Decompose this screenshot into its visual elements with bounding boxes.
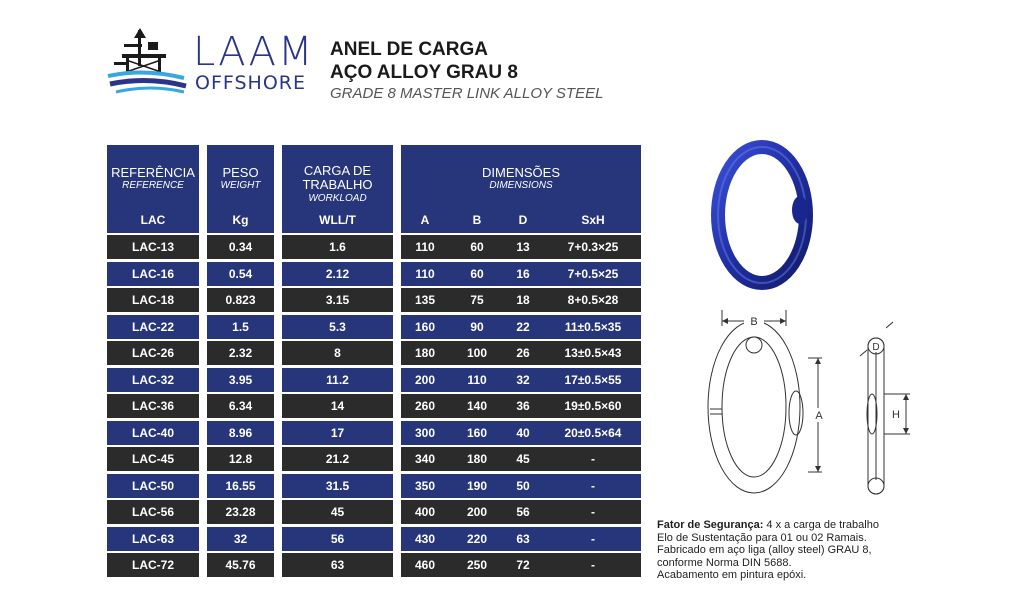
cell-wll: 45: [330, 505, 345, 519]
table-row: [401, 500, 641, 524]
cell-ref: LAC-32: [131, 372, 174, 387]
table-row: [401, 288, 641, 312]
header-reference: [107, 145, 199, 233]
cell-wll: 17: [330, 425, 345, 440]
table-row: [282, 474, 393, 498]
cell-sxh: 7+0.5×25: [567, 266, 619, 281]
cell-d: 40: [516, 425, 530, 440]
cell-d: 16: [516, 266, 530, 281]
table-row: [107, 500, 199, 524]
table-row: [401, 421, 641, 445]
table-row: [107, 341, 199, 365]
cell-wll: 56: [330, 531, 345, 546]
cell-b: 160: [466, 425, 488, 440]
notes-safety-line: [657, 519, 879, 532]
table-row: [207, 474, 274, 498]
cell-d: 50: [516, 478, 530, 493]
cell-wll: 11.2: [326, 372, 349, 387]
table-row: [107, 394, 199, 418]
cell-a: 300: [414, 425, 436, 440]
table-row: [207, 447, 274, 471]
cell-a: 460: [414, 558, 436, 572]
cell-peso: 32: [233, 531, 248, 546]
cell-peso: 8.96: [228, 425, 253, 440]
cell-peso: 1.5: [232, 319, 249, 334]
table-row: [107, 368, 199, 392]
cell-ref: LAC-18: [131, 293, 174, 307]
cell-sxh: -: [591, 505, 595, 519]
title-block: [330, 38, 603, 104]
diagram-label-a: A: [815, 410, 823, 422]
product-notes: [657, 519, 879, 582]
cell-a: 260: [414, 399, 436, 413]
table-row: [282, 341, 393, 365]
cell-d: 32: [516, 372, 530, 387]
table-row: [207, 368, 274, 392]
table-row: [207, 341, 274, 365]
table-row: [401, 315, 641, 339]
header-dimensions-label: DIMENSÕES: [481, 165, 560, 180]
cell-wll: 1.6: [329, 240, 346, 254]
header-weight-unit: Kg: [232, 213, 249, 227]
table-row: [207, 421, 274, 445]
cell-peso: 12.8: [228, 452, 253, 466]
table-row: [207, 315, 274, 339]
table-row: [107, 288, 199, 312]
page-title-line2: AÇO ALLOY GRAU 8: [330, 62, 518, 83]
notes-safety-label: Fator de Segurança:: [657, 519, 764, 531]
header-dim-a: A: [420, 213, 430, 227]
cell-b: 220: [466, 531, 488, 546]
notes-line-5: Acabamento em pintura epóxi.: [657, 569, 807, 581]
table-row: [401, 394, 641, 418]
table-row: [207, 262, 274, 286]
notes-line-4: conforme Norma DIN 5688.: [657, 556, 792, 569]
header-dim-b: B: [472, 213, 482, 227]
cell-d: 63: [516, 531, 530, 546]
cell-ref: LAC-26: [131, 346, 174, 360]
table-row: [207, 553, 274, 577]
notes-safety-value: 4 x a carga de trabalho: [763, 519, 879, 531]
cell-sxh: 11±0.5×35: [564, 319, 622, 334]
header-weight-sub: WEIGHT: [220, 180, 261, 191]
table-row: [401, 341, 641, 365]
table-row: [282, 262, 393, 286]
cell-a: 110: [415, 240, 435, 254]
header-dimensions: [401, 145, 641, 233]
brand-name: LAAM: [193, 29, 315, 75]
cell-b: 60: [470, 266, 484, 281]
cell-peso: 0.54: [228, 266, 253, 281]
cell-a: 160: [414, 319, 436, 334]
cell-a: 400: [414, 505, 436, 519]
cell-peso: 16.55: [225, 478, 256, 493]
cell-b: 250: [466, 558, 488, 572]
cell-b: 90: [470, 319, 484, 334]
header-reference-unit: LAC: [140, 213, 166, 227]
cell-ref: LAC-22: [131, 319, 174, 334]
cell-sxh: 8+0.5×28: [567, 293, 619, 307]
cell-d: 45: [516, 452, 530, 466]
table-row: [282, 553, 393, 577]
cell-a: 180: [414, 346, 436, 360]
cell-b: 100: [466, 346, 488, 360]
header-weight: [207, 145, 274, 233]
table-row: [207, 527, 274, 551]
cell-ref: LAC-50: [131, 478, 174, 493]
header-reference-sub: REFERENCE: [122, 180, 184, 191]
cell-d: 22: [516, 319, 530, 334]
table-row: [107, 553, 199, 577]
cell-wll: 2.12: [325, 266, 350, 281]
table-row: [282, 235, 393, 259]
header-reference-label: REFERÊNCIA: [111, 165, 195, 180]
notes-line-2: Elo de Sustentação para 01 ou 02 Ramais.: [657, 531, 867, 544]
table-row: [107, 447, 199, 471]
header-workload-label2: TRABALHO: [302, 177, 373, 192]
cell-b: 190: [466, 478, 488, 493]
header-workload-sub: WORKLOAD: [308, 193, 367, 204]
cell-sxh: 20±0.5×64: [564, 425, 622, 440]
cell-wll: 3.15: [325, 293, 350, 307]
cell-ref: LAC-56: [131, 505, 174, 519]
table-row: [107, 421, 199, 445]
cell-d: 72: [516, 558, 530, 572]
diagram-label-d: D: [872, 342, 880, 353]
cell-d: 18: [516, 293, 530, 307]
table-row: [107, 527, 199, 551]
cell-wll: 63: [330, 558, 345, 572]
brand-subname: OFFSHORE: [195, 72, 306, 94]
cell-sxh: -: [591, 558, 595, 572]
cell-peso: 0.34: [228, 240, 253, 254]
cell-wll: 21.2: [325, 452, 350, 466]
cell-sxh: 19±0.5×60: [564, 399, 622, 413]
table-row: [207, 394, 274, 418]
table-row: [282, 315, 393, 339]
cell-a: 110: [415, 266, 435, 281]
cell-ref: LAC-72: [131, 558, 174, 572]
cell-sxh: 7+0.3×25: [567, 240, 619, 254]
table-row: [401, 474, 641, 498]
cell-b: 180: [466, 452, 488, 466]
cell-ref: LAC-13: [131, 240, 174, 254]
cell-d: 13: [516, 240, 530, 254]
page-title: ANEL DE CARGA: [330, 39, 488, 60]
table-row: [282, 447, 393, 471]
notes-line-3: Fabricado em aço liga (alloy steel) GRAU 8,: [657, 544, 872, 556]
header-dim-d: D: [518, 213, 528, 227]
table-row: [401, 553, 641, 577]
cell-a: 200: [414, 372, 436, 387]
table-row: [401, 527, 641, 551]
cell-b: 60: [470, 240, 484, 254]
table-row: [282, 288, 393, 312]
table-row: [401, 262, 641, 286]
cell-sxh: 13±0.5×43: [564, 346, 622, 360]
diagram-label-b: B: [750, 316, 758, 328]
table-row: [282, 394, 393, 418]
table-row: [107, 235, 199, 259]
cell-d: 36: [516, 399, 530, 413]
cell-wll: 14: [330, 399, 345, 413]
table-row: [401, 235, 641, 259]
cell-peso: 6.34: [228, 399, 253, 413]
cell-peso: 2.32: [228, 346, 253, 360]
table-row: [107, 474, 199, 498]
cell-ref: LAC-36: [131, 399, 174, 413]
table-row: [401, 368, 641, 392]
cell-b: 110: [467, 372, 487, 387]
table-row: [107, 262, 199, 286]
cell-wll: 8: [334, 346, 341, 360]
master-link-image: [700, 140, 830, 290]
cell-d: 56: [516, 505, 530, 519]
page-subtitle: GRADE 8 MASTER LINK ALLOY STEEL: [330, 85, 604, 102]
cell-peso: 3.95: [228, 372, 253, 387]
cell-sxh: -: [591, 531, 595, 546]
cell-ref: LAC-63: [131, 531, 174, 546]
cell-a: 135: [414, 293, 436, 307]
cell-a: 340: [414, 452, 436, 466]
cell-peso: 0.823: [225, 293, 256, 307]
header-workload: [282, 145, 393, 233]
table-row: [401, 447, 641, 471]
table-row: [282, 500, 393, 524]
cell-wll: 31.5: [325, 478, 350, 493]
cell-d: 26: [516, 346, 530, 360]
cell-ref: LAC-45: [131, 452, 174, 466]
cell-sxh: 17±0.5×55: [564, 372, 622, 387]
header-weight-label: PESO: [222, 165, 259, 180]
cell-ref: LAC-16: [131, 266, 174, 281]
cell-peso: 45.76: [225, 558, 256, 572]
cell-b: 200: [466, 505, 488, 519]
table-row: [282, 421, 393, 445]
cell-sxh: -: [591, 452, 595, 466]
table-row: [282, 368, 393, 392]
cell-wll: 5.3: [329, 319, 346, 334]
header-dimensions-sub: DIMENSIONS: [489, 180, 553, 191]
cell-ref: LAC-40: [131, 425, 174, 440]
table-row: [207, 288, 274, 312]
cell-b: 140: [466, 399, 488, 413]
header-workload-unit: WLL/T: [319, 213, 356, 227]
table-row: [207, 235, 274, 259]
cell-b: 75: [470, 293, 484, 307]
header-dim-sxh: SxH: [581, 213, 605, 227]
diagram-label-h: H: [892, 409, 900, 421]
cell-sxh: -: [591, 478, 595, 493]
cell-a: 430: [414, 531, 436, 546]
table-row: [282, 527, 393, 551]
cell-a: 350: [414, 478, 436, 493]
dimension-diagram: [700, 308, 920, 508]
cell-peso: 23.28: [225, 505, 256, 519]
table-row: [107, 315, 199, 339]
header-workload-label: CARGA DE: [303, 163, 372, 178]
table-row: [207, 500, 274, 524]
